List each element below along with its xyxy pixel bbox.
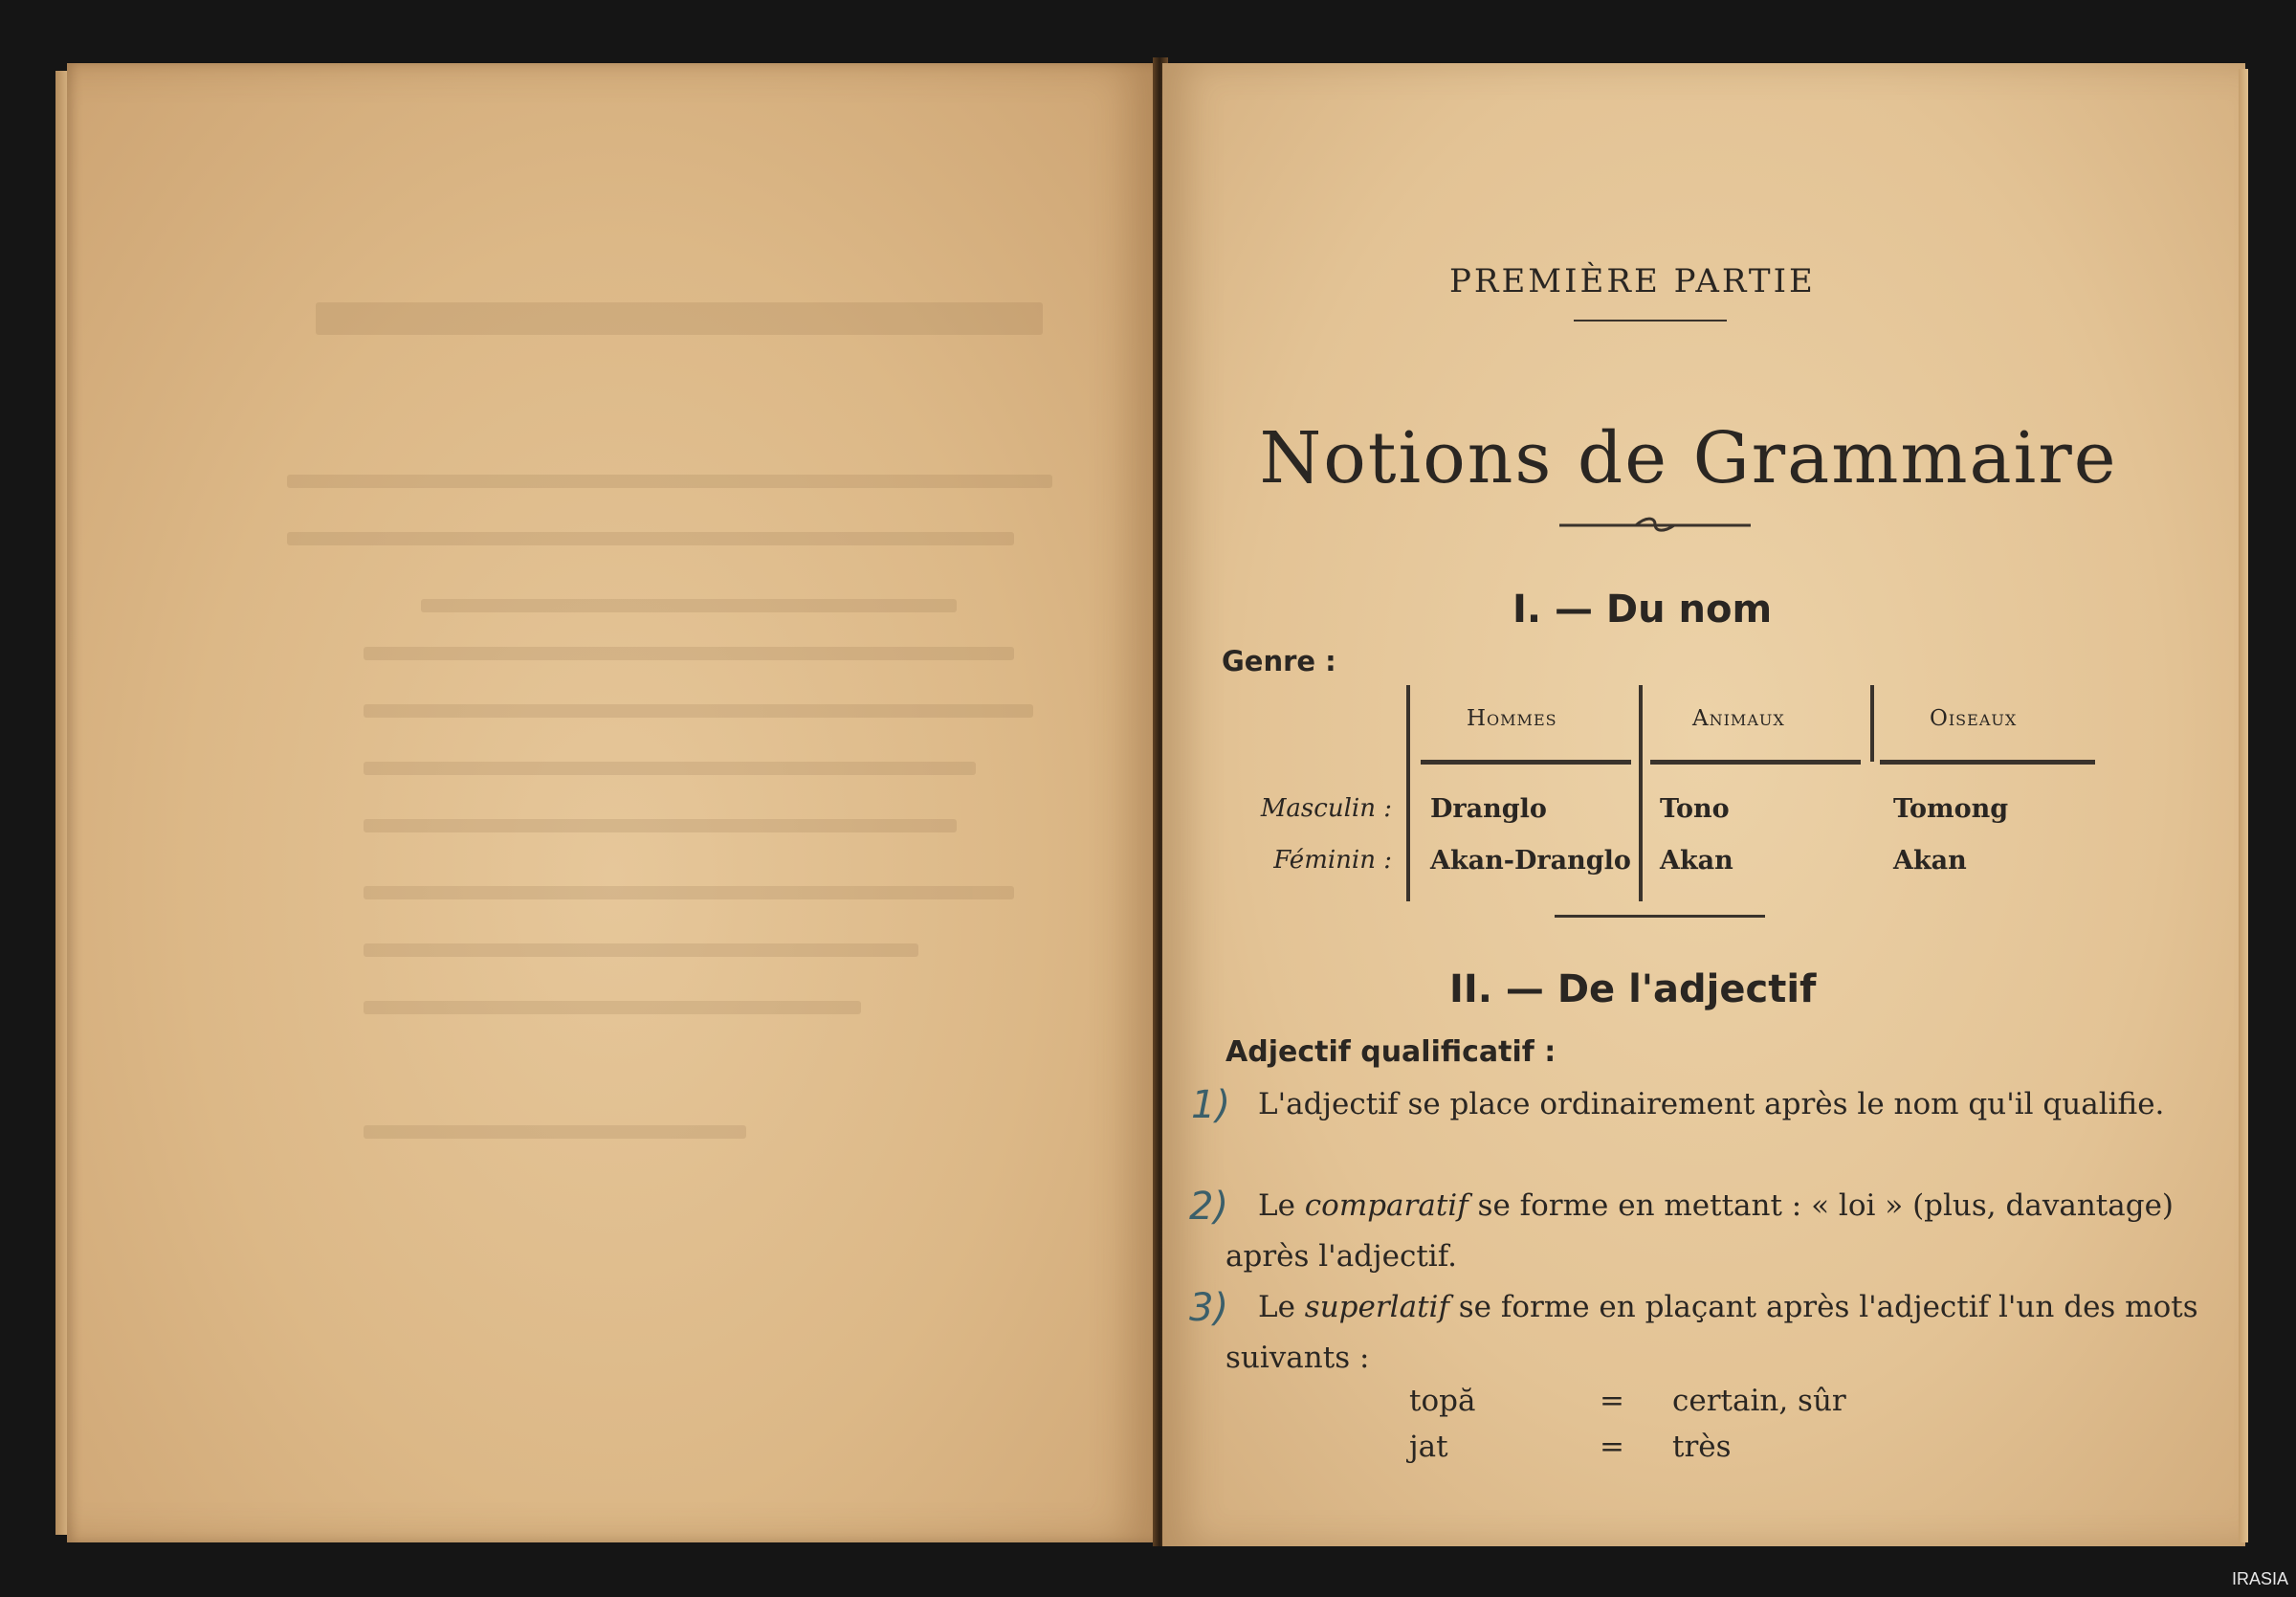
ornament-divider — [1559, 517, 1751, 532]
header-rule — [1880, 760, 2095, 765]
section-divider — [1555, 915, 1765, 918]
header-rule — [1650, 760, 1861, 765]
vocab-equals: = — [1600, 1430, 1624, 1464]
handwritten-number: 2) — [1189, 1185, 1229, 1229]
rule-text: L'adjectif se place ordinairement après le nom qu'il qualifie. — [1258, 1087, 2165, 1121]
rule-paragraph — [1225, 1079, 2220, 1130]
genre-label: Genre : — [1222, 645, 1336, 677]
watermark: IRASIA — [2231, 1569, 2288, 1588]
right-page — [1162, 63, 2245, 1546]
rule-paragraph — [1225, 1181, 2220, 1282]
subsection-title: Adjectif qualificatif : — [1225, 1035, 1556, 1069]
heading-rule — [1574, 320, 1727, 322]
column-header: Oiseaux — [1930, 706, 2018, 731]
section-title-adjective: II. — De l'adjectif — [1449, 967, 1817, 1011]
column-header: Animaux — [1692, 706, 1785, 731]
header-rule — [1421, 760, 1631, 765]
vocab-equals: = — [1600, 1384, 1624, 1418]
right-page-edge — [2239, 69, 2248, 1542]
vocab-word: topă — [1409, 1384, 1476, 1418]
handwritten-number: 3) — [1189, 1286, 1229, 1330]
rule-text-pre: Le — [1258, 1290, 1305, 1324]
vocab-word: jat — [1409, 1430, 1448, 1464]
rule-text-post: se forme en mettant : « loi » (plus, davantage) après l'adjectif. — [1225, 1188, 2175, 1274]
table-cell: Tono — [1660, 794, 1730, 824]
row-label-masculine: Masculin : — [1260, 794, 1392, 823]
table-cell: Akan-Dranglo — [1430, 846, 1631, 876]
part-heading: PREMIÈRE PARTIE — [1449, 262, 1816, 300]
row-label-feminine: Féminin : — [1273, 846, 1392, 875]
handwritten-number: 1) — [1191, 1083, 1231, 1127]
table-cell: Tomong — [1893, 794, 2009, 824]
vocab-meaning: certain, sûr — [1672, 1384, 1846, 1418]
rule-term: superlatif — [1304, 1290, 1449, 1324]
table-cell: Akan — [1893, 846, 1967, 876]
table-divider — [1406, 685, 1410, 901]
section-title-noun: I. — Du nom — [1512, 588, 1773, 632]
rule-paragraph — [1225, 1282, 2220, 1384]
table-cell: Dranglo — [1430, 794, 1547, 824]
column-header: Hommes — [1467, 706, 1557, 731]
left-page — [67, 63, 1158, 1542]
table-divider — [1639, 685, 1643, 901]
table-divider — [1870, 685, 1874, 762]
rule-text-pre: Le — [1258, 1188, 1305, 1223]
bleed-through-text — [230, 283, 1129, 1240]
table-cell: Akan — [1660, 846, 1733, 876]
vocab-meaning: très — [1672, 1430, 1732, 1464]
rule-text-post: se forme en plaçant après l'adjectif l'un des mots suivants : — [1225, 1290, 2198, 1375]
rule-term: comparatif — [1304, 1188, 1468, 1223]
page-title: Notions de Grammaire — [1259, 417, 2118, 499]
